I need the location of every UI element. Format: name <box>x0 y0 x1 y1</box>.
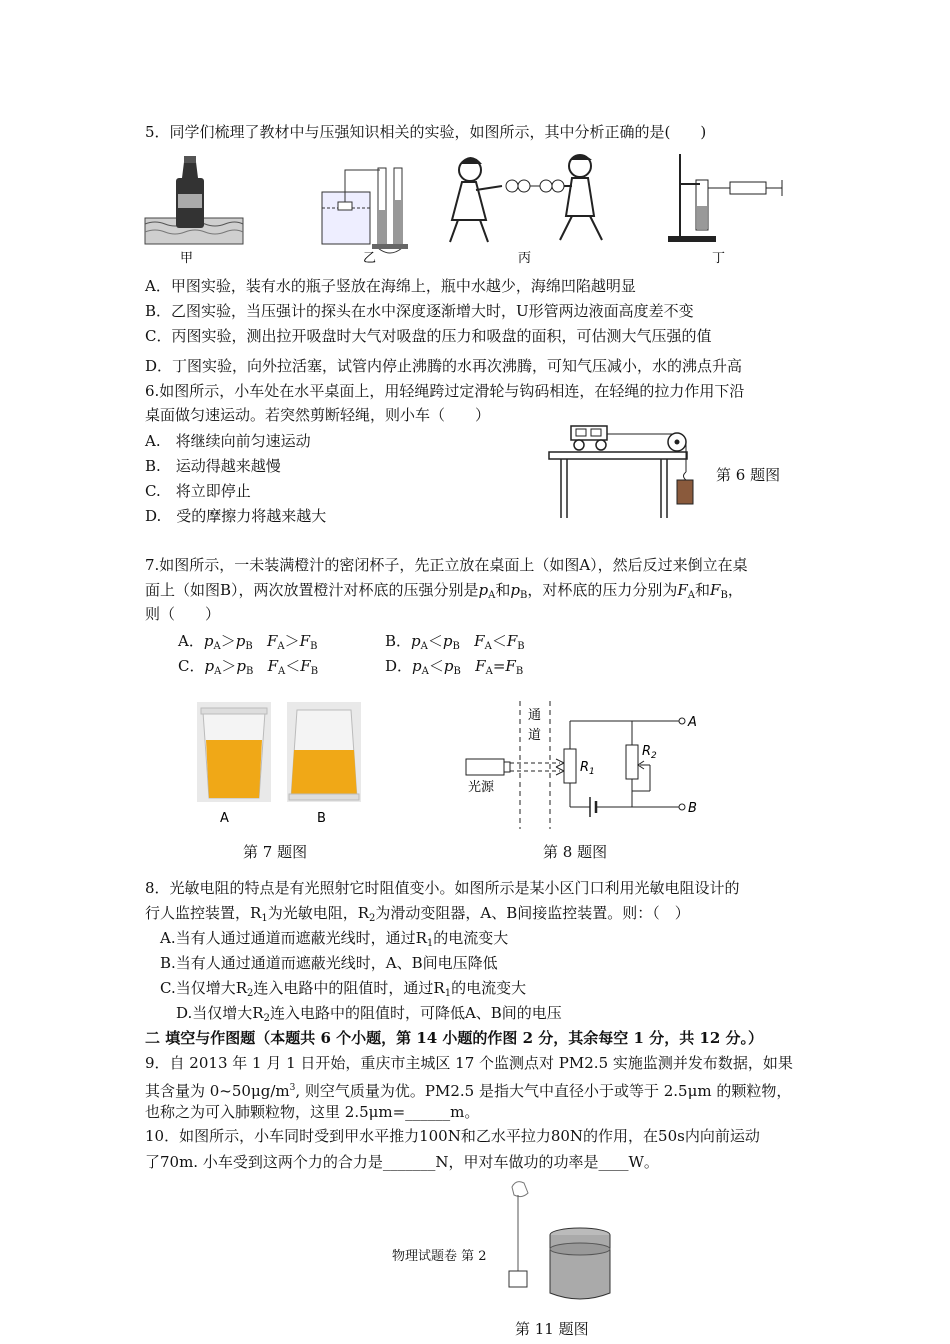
q9-line3: 也称之为可入肺颗粒物，这里 2.5μm=______m。 <box>145 1103 480 1121</box>
q6-stem-line2: 桌面做匀速运动。若突然剪断轻绳，则小车（ ） <box>145 406 491 424</box>
bottle-on-sponge-illustration <box>145 156 243 244</box>
q7-option-d: D．$p_A<p_B$ $F_A=F_B$ <box>385 657 524 677</box>
q8-circuit-figure <box>460 695 710 835</box>
light-source-label: 光源 <box>468 780 495 795</box>
q7-option-a: A．$p_A>p_B$ $F_A>F_B$ <box>178 632 318 652</box>
q10-line2: 了70m. 小车受到这两个力的合力是_______N，甲对车做功的功率是____W。 <box>145 1153 659 1171</box>
q8-option-a: A.当有人通过通道而遮蔽光线时，通过$R_1$的电流变大 <box>160 929 509 949</box>
q8-option-d: D.当仅增大$R_2$连入电路中的阻值时，可降低A、B间的电压 <box>176 1004 562 1024</box>
q11-figure <box>500 1175 620 1320</box>
suction-cup-tug-illustration <box>450 155 602 242</box>
q11-caption: 第 11 题图 <box>515 1320 589 1338</box>
pressure-gauge-illustration <box>322 168 408 253</box>
label-ding: 丁 <box>712 251 726 266</box>
q7-stem-line2: 面上（如图B），两次放置橙汁对杯底的压强分别是$p_A$和$p_B$，对杯底的压力分别为$F_A$和$F_B$， <box>145 581 743 601</box>
q9-line1: 9．自 2013 年 1 月 1 日开始，重庆市主城区 17 个监测点对 PM2.5 实施监测并发布数据，如果 <box>145 1054 793 1072</box>
section-2-heading: 二 填空与作图题（本题共 6 个小题，第 14 小题的作图 2 分，其余每空 1 分，共 12 分。） <box>145 1029 764 1047</box>
terminal-b-label: B <box>688 801 697 816</box>
cup-b-label: B <box>317 811 326 826</box>
label-bing: 丙 <box>518 251 532 266</box>
channel-char-2: 道 <box>528 728 542 743</box>
q5-option-a: A．甲图实验，装有水的瓶子竖放在海绵上，瓶中水越少，海绵凹陷越明显 <box>145 277 636 295</box>
page-footer: 物理试题卷 第 2 <box>392 1249 487 1264</box>
q8-caption: 第 8 题图 <box>543 843 608 861</box>
q8-option-c: C.当仅增大$R_2$连入电路中的阻值时，通过$R_1$的电流变大 <box>160 979 527 999</box>
q5-stem: 5．同学们梳理了教材中与压强知识相关的实验，如图所示，其中分析正确的是( ) <box>145 123 707 141</box>
q7-cups-figure <box>195 700 375 830</box>
q6-cart-pulley-figure <box>545 418 695 522</box>
q7-option-c: C．$p_A>p_B$ $F_A<F_B$ <box>178 657 319 677</box>
r1-label: $R_1$ <box>580 760 595 777</box>
syringe-test-tube-illustration <box>668 154 782 242</box>
q8-stem-line1: 8．光敏电阻的特点是有光照射它时阻值变小。如图所示是某小区门口利用光敏电阻设计的 <box>145 879 740 897</box>
r2-label: $R_2$ <box>642 744 657 761</box>
label-yi: 乙 <box>363 251 377 266</box>
terminal-a-label: A <box>688 715 697 730</box>
q7-stem-line3: 则（ ） <box>145 605 221 623</box>
q6-stem-line1: 6.如图所示，小车处在水平桌面上，用轻绳跨过定滑轮与钩码相连，在轻绳的拉力作用下沿 <box>145 382 745 400</box>
q6-option-c: C. 将立即停止 <box>145 482 251 500</box>
q7-stem-line1: 7.如图所示，一未装满橙汁的密闭杯子，先正立放在桌面上（如图A），然后反过来倒立在桌 <box>145 556 748 574</box>
cup-a-label: A <box>220 811 229 826</box>
label-jia: 甲 <box>180 251 194 266</box>
q6-option-b: B. 运动得越来越慢 <box>145 457 281 475</box>
q6-option-a: A. 将继续向前匀速运动 <box>145 432 311 450</box>
q5-option-c: C．丙图实验，测出拉开吸盘时大气对吸盘的压力和吸盘的面积，可估测大气压强的值 <box>145 327 712 345</box>
q8-option-b: B.当有人通过通道而遮蔽光线时，A、B间电压降低 <box>160 954 498 972</box>
q5-option-d: D．丁图实验，向外拉活塞，试管内停止沸腾的水再次沸腾，可知气压减小，水的沸点升高 <box>145 357 743 375</box>
q10-line1: 10．如图所示，小车同时受到甲水平推力100N和乙水平拉力80N的作用，在50s内向前运动 <box>145 1127 760 1145</box>
q6-caption: 第 6 题图 <box>716 466 781 484</box>
q5-figure <box>140 150 790 270</box>
q5-option-b: B．乙图实验，当压强计的探头在水中深度逐渐增大时，U形管两边液面高度差不变 <box>145 302 694 320</box>
q9-line2: 其含量为 $0\sim 50\mu g/m^3$, 则空气质量为优。PM2.5 是指大气中直径小于或等于 2.5μm 的颗粒物， <box>145 1082 792 1100</box>
q7-caption: 第 7 题图 <box>243 843 308 861</box>
q7-option-b: B．$p_A<p_B$ $F_A<F_B$ <box>385 632 525 652</box>
q6-option-d: D. 受的摩擦力将越来越大 <box>145 507 327 525</box>
q8-stem-line2: 行人监控装置，$R_1$为光敏电阻，$R_2$为滑动变阻器，A、B间接监控装置。则：（ ） <box>145 904 690 924</box>
channel-char-1: 通 <box>528 708 542 723</box>
